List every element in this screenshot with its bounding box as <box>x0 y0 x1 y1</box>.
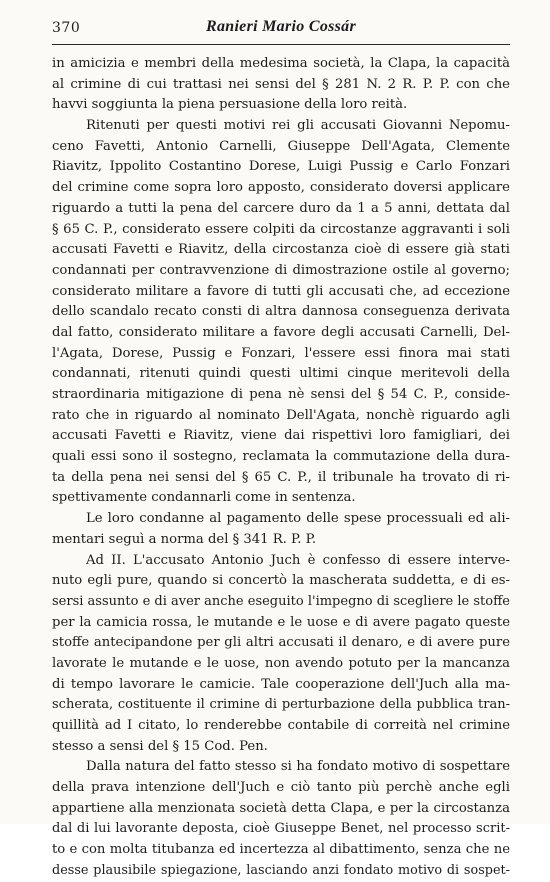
text-line: desse plausibile spiegazione, lasciando anzi fondato motivo di sospet- <box>52 862 510 878</box>
text-line: considerato militare a favore di tutti gli accusati che, ad eccezione <box>52 283 510 299</box>
page-header <box>52 14 510 42</box>
text-line: sersi assunto e di aver anche eseguito l'impegno di scegliere le stoffe <box>52 593 510 609</box>
text-line: in amicizia e membri della medesima società, la Clapa, la capacità <box>52 56 510 71</box>
text-line: havvi soggiunta la piena persuasione della loro reità. <box>52 97 408 113</box>
text-line: di tempo lavorare le camicie. Tale cooperazione dell'Juch alla ma- <box>52 676 510 692</box>
text-line: stoffe antecipandone per gli altri accusati il denaro, e di avere pure <box>52 635 510 651</box>
text-line: ta della pena nei sensi del § 65 C. P., il tribunale ha trovato di ri- <box>52 469 510 485</box>
text-line: per la camicia rossa, le mutande e le uose e di avere pagato queste <box>52 614 510 630</box>
text-line: lavorate le mutande e le uose, non avendo potuto per la mancanza <box>52 655 510 671</box>
text-line: quillità ad I citato, lo renderebbe contabile di correità nel crimine <box>52 718 510 733</box>
text-line: rato che in riguardo al nominato Dell'Agata, nonchè riguardo agli <box>52 407 510 423</box>
header-rule <box>52 44 510 45</box>
text-line: quali essi sono il sostegno, reclamata la commutazione della dura- <box>52 449 510 465</box>
text-line: accusati Favetti e Riavitz, viene dai rispettivi loro famigliari, dei <box>52 428 510 444</box>
text-line: accusati Favetti e Riavitz, della circostanza cioè di essere già stati <box>52 242 510 258</box>
text-line: della prava intenzione dell'Juch e ciò tanto più perchè anche egli <box>52 780 510 796</box>
text-line: del crimine come sopra loro apposto, considerato doversi applicare <box>52 180 510 196</box>
text-line: condannati, ritenuti quindi questi ultimi cinque meritevoli della <box>52 366 510 382</box>
text-line: riguardo a tutti la pena del carcere duro da 1 a 5 anni, dettata dal <box>52 200 510 216</box>
text-line: mentari seguì a norma del § 341 R. P. P. <box>52 531 317 547</box>
text-line: l'Agata, Dorese, Pussig e Fonzari, l'essere essi finora mai stati <box>52 345 510 361</box>
text-line: al crimine di cui trattasi nei sensi del § 281 N. 2 R. P. P. con che <box>52 76 510 92</box>
text-line: straordinaria mitigazione di pena nè sensi del § 54 C. P., conside- <box>52 387 510 402</box>
running-title: Ranieri Mario Cossár <box>205 18 357 35</box>
text-line: condannati per contravvenzione di dimostrazione ostile al governo; <box>52 262 510 278</box>
text-line: Ad II. L'accusato Antonio Juch è confesso di essere interve- <box>86 552 510 568</box>
text-line: stesso a sensi del § 15 Cod. Pen. <box>52 738 268 754</box>
text-line: Ritenuti per questi motivi rei gli accusati Giovanni Nepomu- <box>86 118 510 134</box>
text-line: scherata, costituente il crimine di perturbazione della pubblica tran- <box>52 697 510 713</box>
page-number: 370 <box>52 20 81 36</box>
text-line: ceno Favetti, Antonio Carnelli, Giuseppe Dell'Agata, Clemente <box>52 138 510 154</box>
text-line: Dalla natura del fatto stesso si ha fondato motivo di sospettare <box>86 759 510 775</box>
text-line: dello scandalo recato consti di altra dannosa conseguenza derivata <box>52 304 510 320</box>
body-text <box>52 54 510 882</box>
text-line: to e con molta titubanza ed incertezza al dibattimento, senza che ne <box>52 842 510 858</box>
text-line: dal fatto, considerato militare a favore degli accusati Carnelli, Del- <box>52 324 510 340</box>
text-line: nuto egli pure, quando si concertò la mascherata suddetta, e di es- <box>52 573 510 589</box>
text-line: § 65 C. P., considerato essere colpiti da circostanze aggravanti i soli <box>52 221 510 237</box>
text-line: Le loro condanne al pagamento delle spese processuali ed ali- <box>86 511 510 527</box>
text-line: Riavitz, Ippolito Costantino Dorese, Luigi Pussig e Carlo Fonzari <box>52 159 510 175</box>
text-line: spettivamente condannarli come in sentenza. <box>52 490 356 506</box>
text-line: appartiene alla menzionata società detta Clapa, e per la circostanza <box>52 800 510 816</box>
text-line: dal di lui lavorante deposta, cioè Giuseppe Benet, nel processo scrit- <box>52 821 510 837</box>
